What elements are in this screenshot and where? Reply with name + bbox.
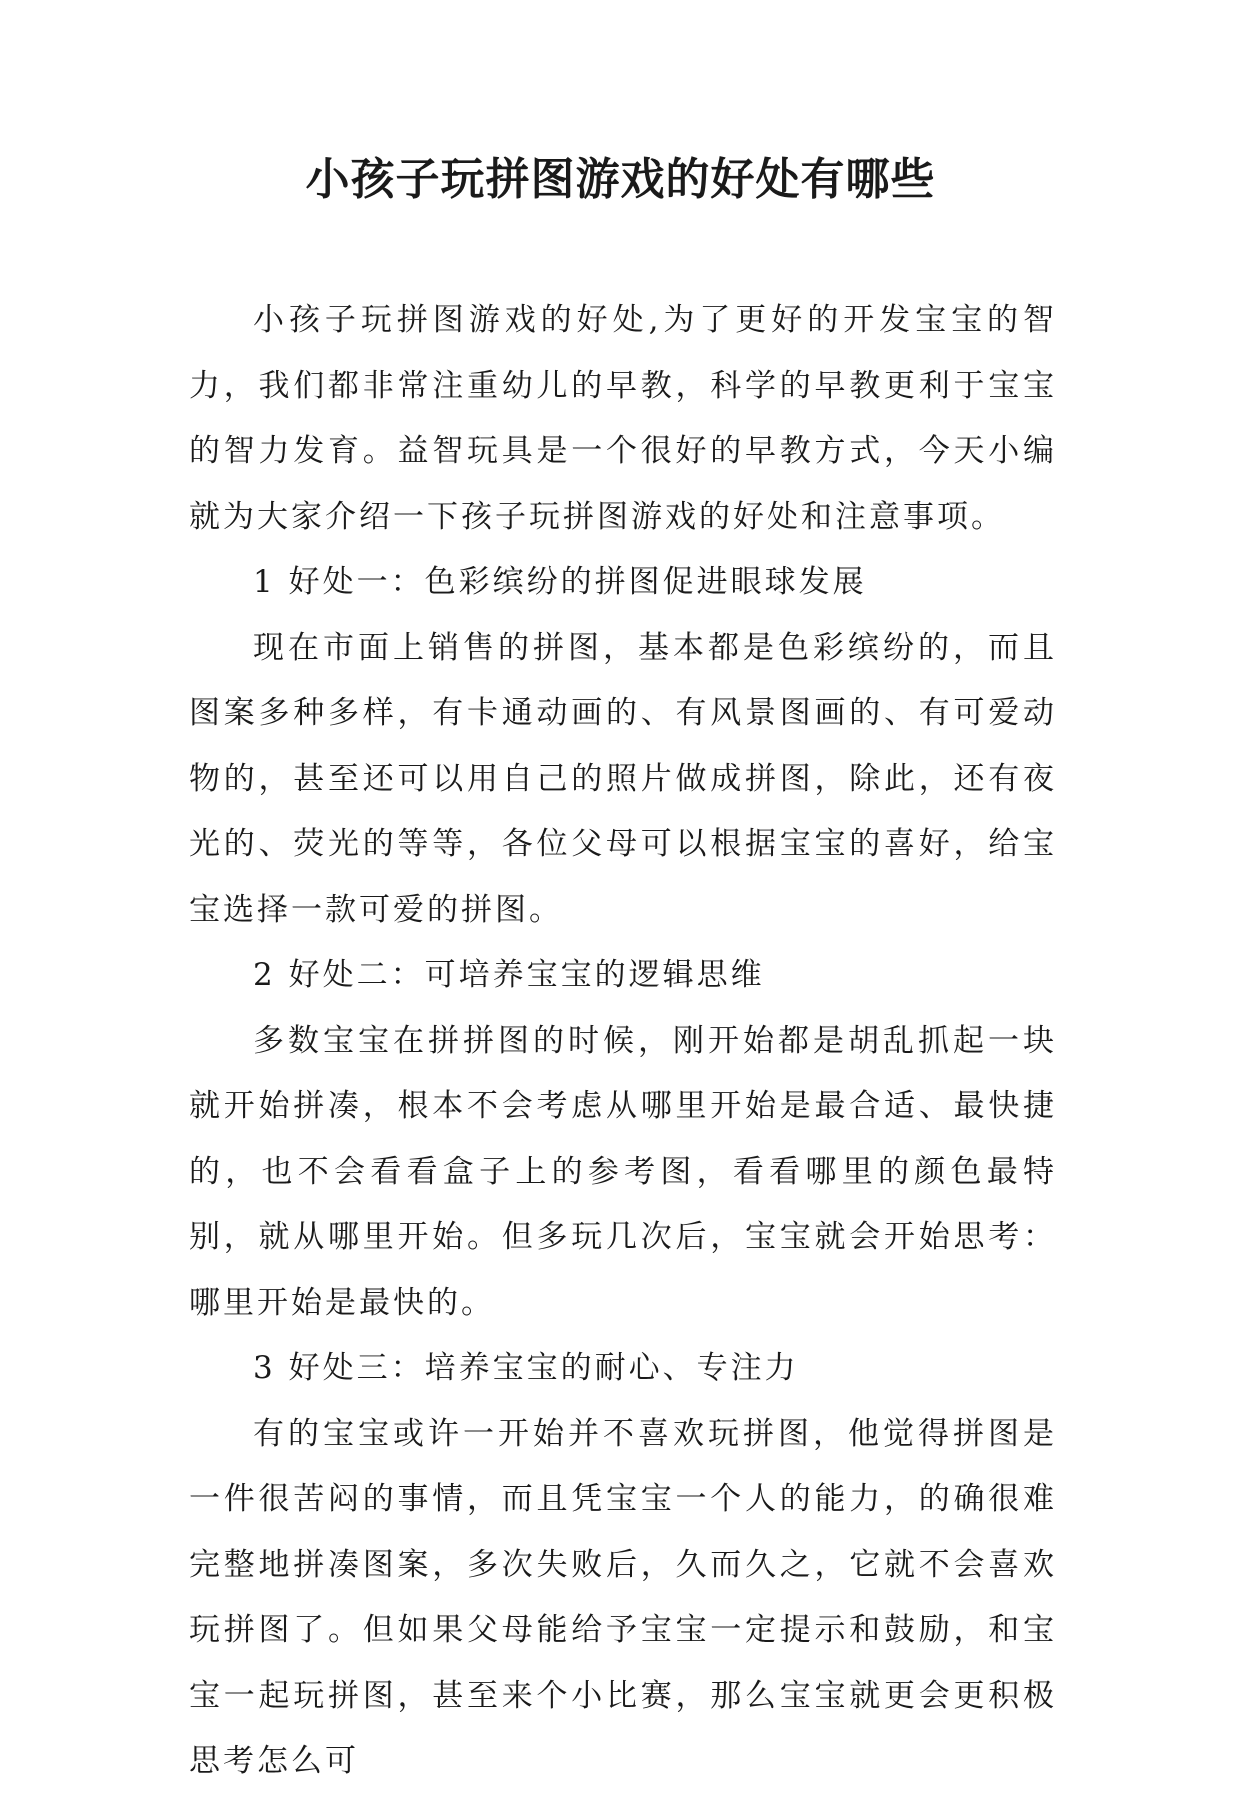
section-heading-1: 1 好处一：色彩缤纷的拼图促进眼球发展 — [253, 564, 867, 600]
intro-paragraph: 小孩子玩拼图游戏的好处,为了更好的开发宝宝的智力，我们都非常注重幼儿的早教，科学的早教更利于宝宝的智力发育。益智玩具是一个很好的早教方式，今天小编就为大家介绍一下孩子玩拼图游戏的好处和注意事项。 — [189, 302, 1057, 535]
section-paragraph-3: 有的宝宝或许一开始并不喜欢玩拼图，他觉得拼图是一件很苦闷的事情，而且凭宝宝一个人的能力，的确很难完整地拼凑图案，多次失败后，久而久之，它就不会喜欢玩拼图了。但如果父母能给予宝宝一定提示和鼓励，和宝宝一起玩拼图，甚至来个小比赛，那么宝宝就更会更积极思考怎么可 — [189, 1415, 1057, 1779]
section-heading-3: 3 好处三：培养宝宝的耐心、专注力 — [253, 1350, 799, 1386]
document-title: 小孩子玩拼图游戏的好处有哪些 — [305, 154, 936, 205]
section-paragraph-1: 现在市面上销售的拼图，基本都是色彩缤纷的，而且图案多种多样，有卡通动画的、有风景图画的、有可爱动物的，甚至还可以用自己的照片做成拼图，除此，还有夜光的、荧光的等等，各位父母可以根据宝宝的喜好，给宝宝选择一款可爱的拼图。 — [189, 629, 1057, 928]
document-body — [189, 288, 1057, 1795]
section-paragraph-2: 多数宝宝在拼拼图的时候，刚开始都是胡乱抓起一块就开始拼凑，根本不会考虑从哪里开始是最合适、最快捷的，也不会看看盒子上的参考图，看看哪里的颜色最特别，就从哪里开始。但多玩几次后，宝宝就会开始思考：哪里开始是最快的。 — [189, 1022, 1057, 1321]
section-heading-2: 2 好处二：可培养宝宝的逻辑思维 — [253, 957, 765, 993]
